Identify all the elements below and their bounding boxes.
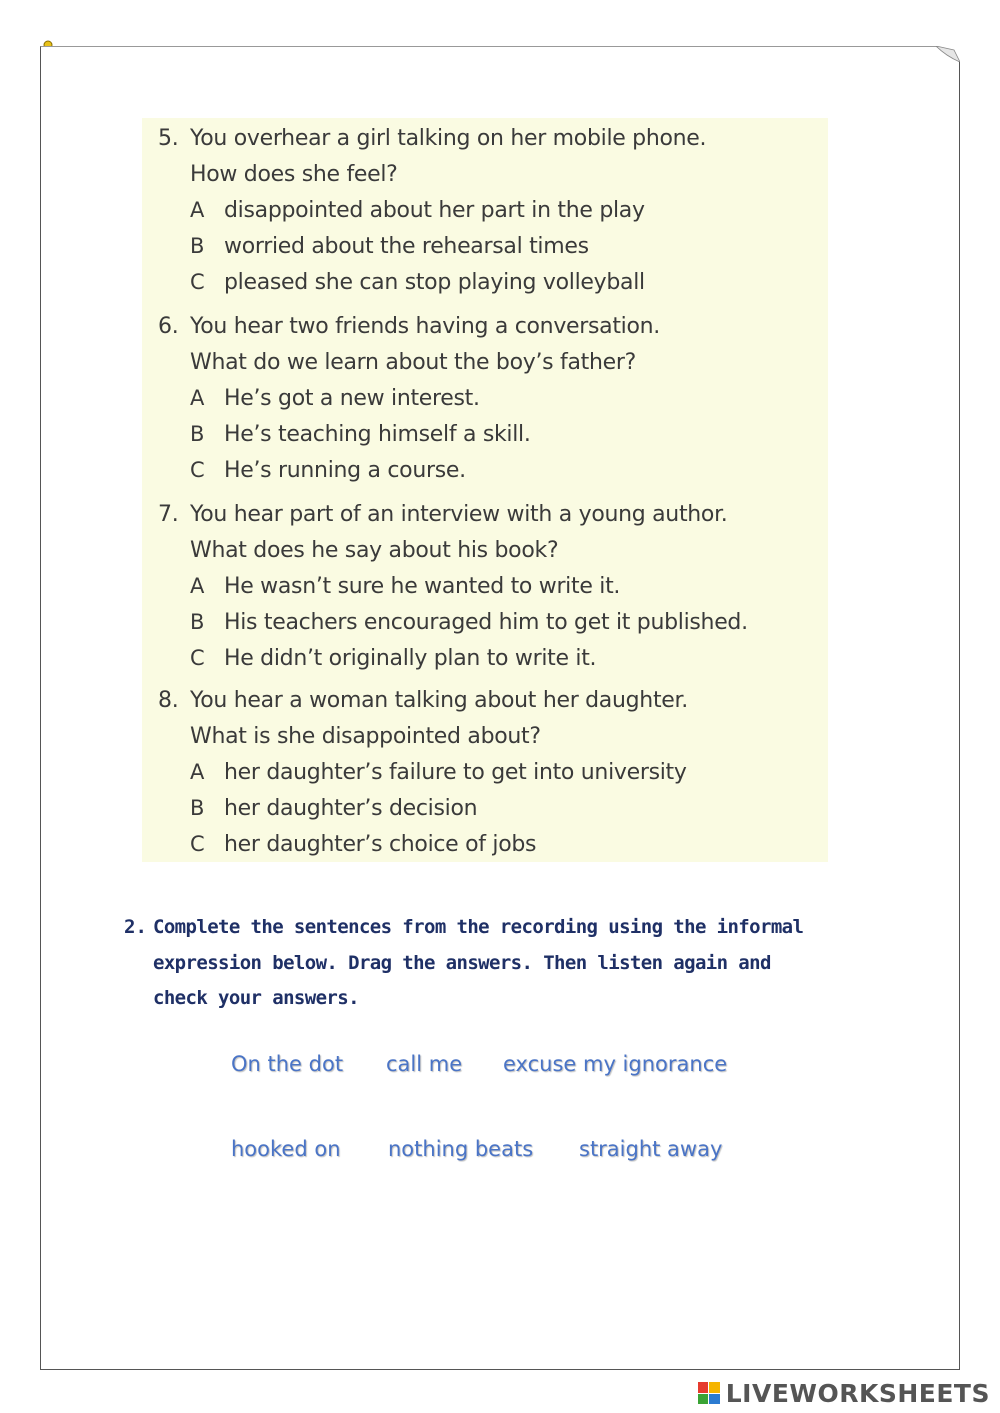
exercise-2-instruction-line-3: check your answers. (153, 987, 359, 1009)
question-5-option-a: A disappointed about her part in the play (190, 198, 645, 223)
question-5-prompt: 5. You overhear a girl talking on her mobile phone. (158, 126, 707, 151)
page-curl-icon (936, 46, 960, 62)
question-7-option-c: C He didn’t originally plan to write it. (190, 646, 597, 671)
question-7-option-a: A He wasn’t sure he wanted to write it. (190, 574, 621, 599)
question-7-option-b: B His teachers encouraged him to get it published. (190, 610, 748, 635)
word-hooked-on[interactable]: hooked on (231, 1137, 341, 1161)
question-8-option-b: B her daughter’s decision (190, 796, 478, 821)
question-6-prompt: 6. You hear two friends having a conversation. (158, 314, 660, 339)
liveworksheets-logo-icon (698, 1382, 720, 1404)
word-straight-away[interactable]: straight away (579, 1137, 723, 1161)
question-5-option-c: C pleased she can stop playing volleyball (190, 270, 645, 295)
question-7-text: What does he say about his book? (190, 538, 559, 563)
exercise-2-number: 2. (124, 916, 147, 938)
question-7-prompt: 7. You hear part of an interview with a young author. (158, 502, 728, 527)
question-6-option-c: C He’s running a course. (190, 458, 466, 483)
question-8-prompt: 8. You hear a woman talking about her daughter. (158, 688, 688, 713)
question-8-text: What is she disappointed about? (190, 724, 541, 749)
question-8-option-c: C her daughter’s choice of jobs (190, 832, 537, 857)
question-6-option-a: A He’s got a new interest. (190, 386, 480, 411)
question-6-option-b: B He’s teaching himself a skill. (190, 422, 531, 447)
word-nothing-beats[interactable]: nothing beats (388, 1137, 534, 1161)
question-6-text: What do we learn about the boy’s father? (190, 350, 636, 375)
question-5-text: How does she feel? (190, 162, 398, 187)
exercise-2-instruction-line-1: Complete the sentences from the recording using the informal (153, 916, 804, 938)
listening-questions-box (142, 118, 828, 862)
word-call-me[interactable]: call me (386, 1052, 463, 1076)
exercise-2-instruction-line-2: expression below. Drag the answers. Then listen again and (153, 952, 771, 974)
liveworksheets-logo (698, 1377, 990, 1409)
word-on-the-dot[interactable]: On the dot (231, 1052, 344, 1076)
question-8-option-a: A her daughter’s failure to get into university (190, 760, 687, 785)
liveworksheets-logo-text: LIVEWORKSHEETS (725, 1378, 990, 1408)
question-5-option-b: B worried about the rehearsal times (190, 234, 589, 259)
word-excuse-my-ignorance[interactable]: excuse my ignorance (503, 1052, 728, 1076)
